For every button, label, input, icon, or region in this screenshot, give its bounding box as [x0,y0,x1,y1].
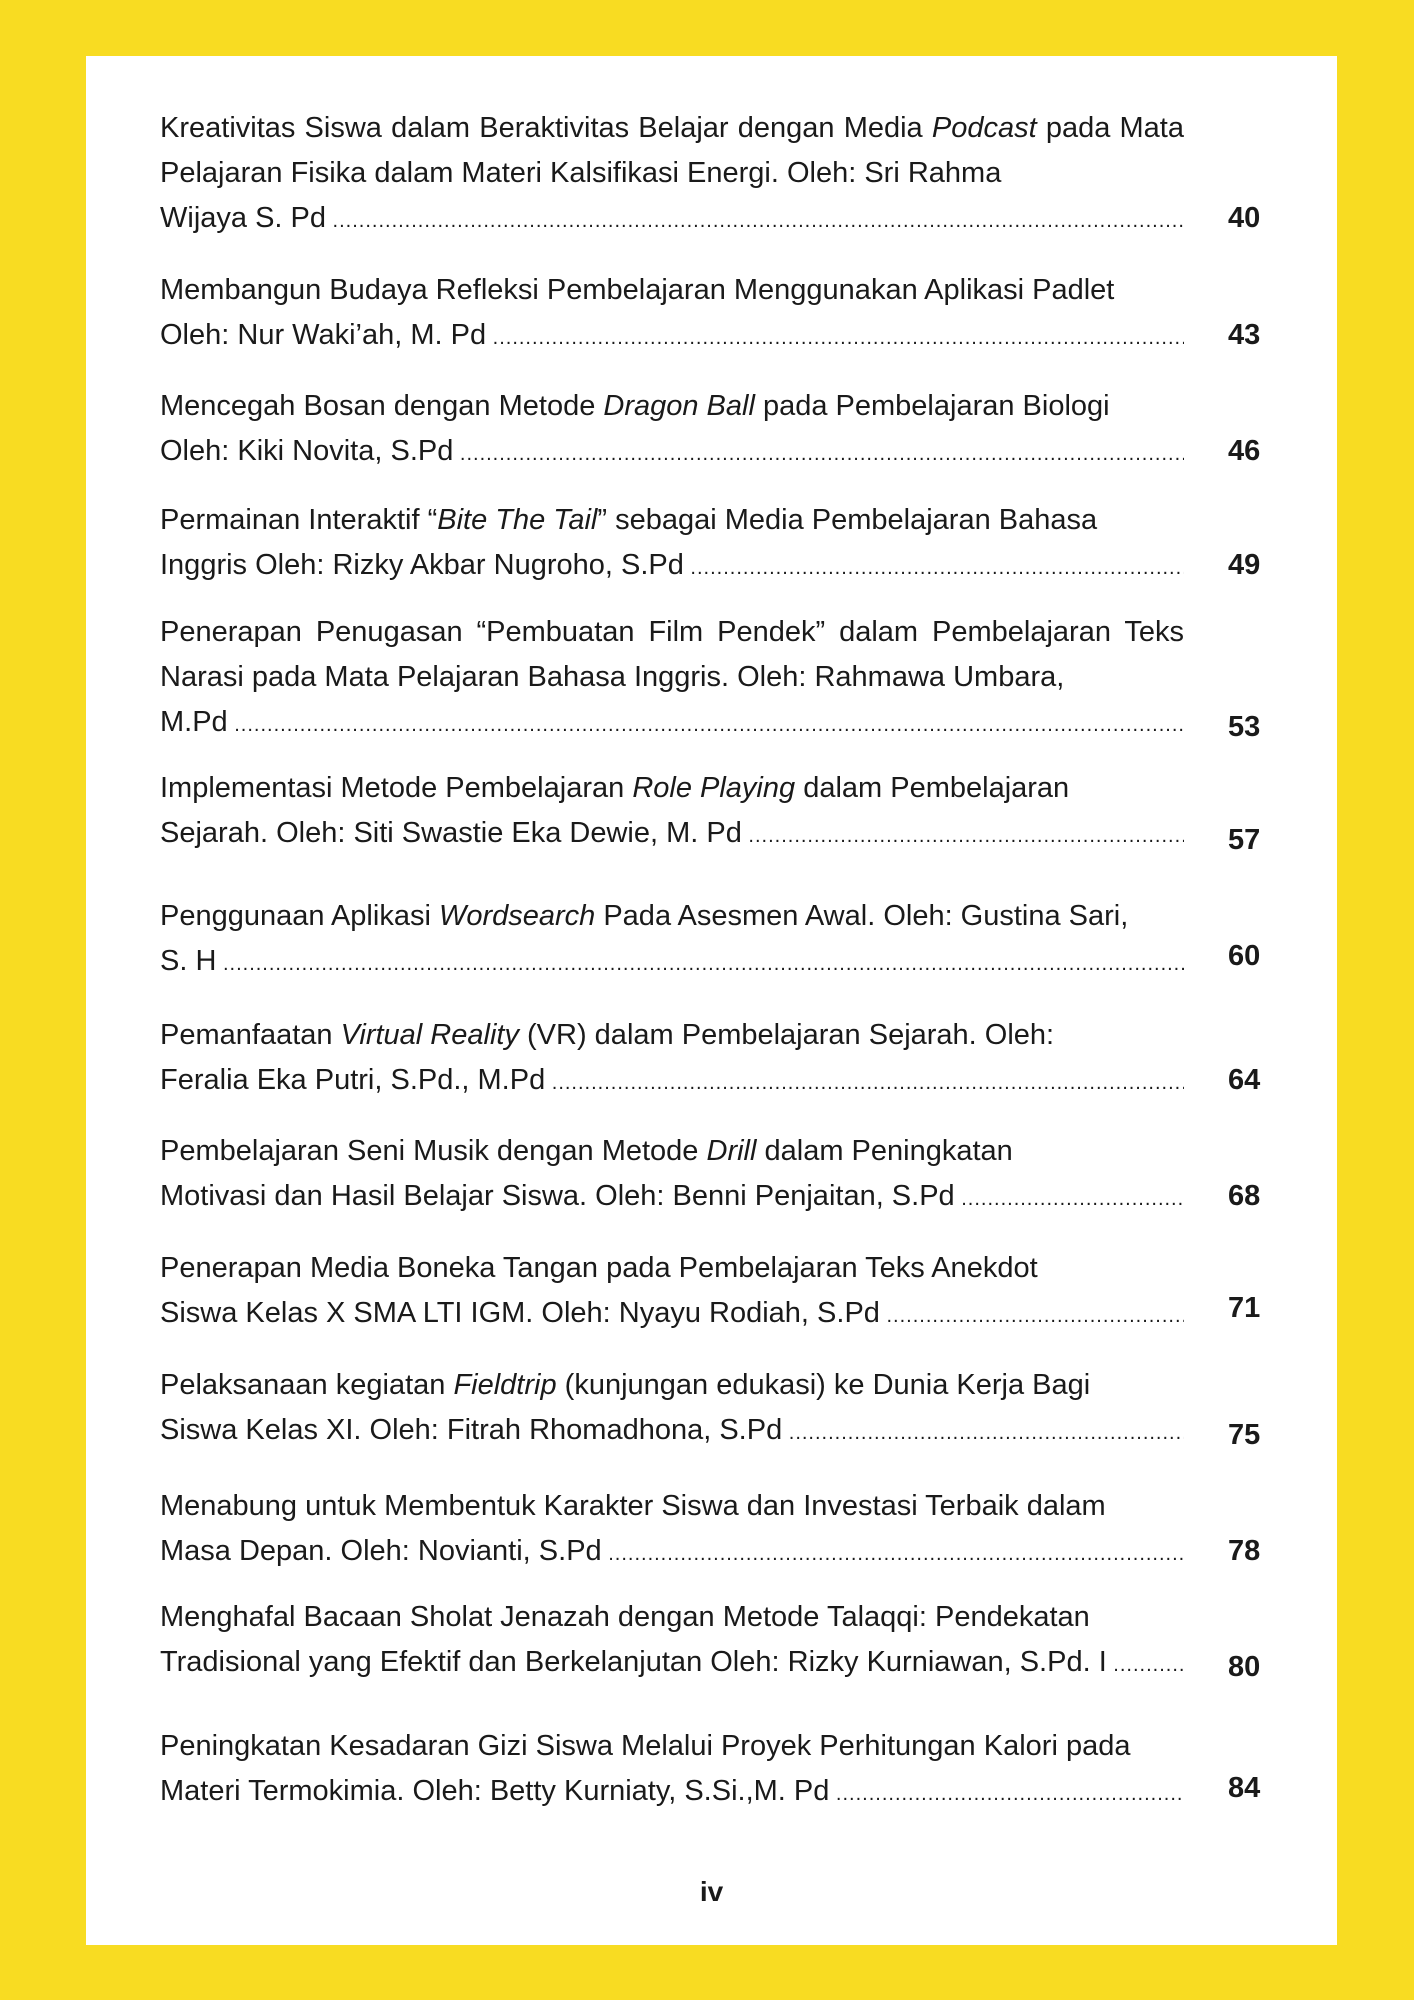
toc-entry[interactable] [160,268,1298,361]
page-number: 68 [1228,1180,1261,1212]
page-number: 71 [1228,1292,1261,1324]
entry-last-line-with-leader: Motivasi dan Hasil Belajar Siswa. Oleh: Benni Penjaitan, S.Pd ..... [160,1174,1184,1222]
entry-last-line-with-leader: Inggris Oleh: Rizky Akbar Nugroho, S.Pd ..... [160,543,1184,591]
entry-title: Pelaksanaan kegiatan Fieldtrip (kunjungan edukasi) ke Dunia Kerja Bagi Siswa Kelas XI. Oleh: Fitrah Rhomadhona, S.Pd ..... [160,1363,1184,1456]
entry-title: Penerapan Penugasan “Pembuatan Film Pendek” dalam Pembelajaran Teks Narasi pada Mata Pelajaran Bahasa Inggris. Oleh: Rahmawa Umbara, M.Pd ..... [160,610,1184,748]
page-number: 43 [1228,319,1261,351]
entry-last-line-with-leader: Siswa Kelas XI. Oleh: Fitrah Rhomadhona, S.Pd ..... [160,1408,1184,1456]
entry-title: Kreativitas Siswa dalam Beraktivitas Belajar dengan Media Podcast pada Mata Pelajaran Fisika dalam Materi Kalsifikasi Energi. Oleh: Sri Rahma Wijaya S. Pd ..... [160,106,1184,244]
toc-entry[interactable] [160,1484,1298,1577]
entry-last-line-with-leader: M.Pd ..... [160,700,1184,748]
entry-last-line-with-leader: S. H ..... [160,939,1184,987]
page-number: 78 [1228,1535,1261,1567]
toc-entry[interactable] [160,1595,1298,1688]
entry-last-line-with-leader: Wijaya S. Pd ..... [160,196,1184,244]
page-sheet [86,56,1337,1945]
entry-title: Mencegah Bosan dengan Metode Dragon Ball pada Pembelajaran Biologi Oleh: Kiki Novita, S.Pd ..... [160,384,1184,477]
entry-last-line-with-leader: Tradisional yang Efektif dan Berkelanjutan Oleh: Rizky Kurniawan, S.Pd. I ..... [160,1640,1184,1688]
page-number: 84 [1228,1772,1261,1804]
entry-title: Penerapan Media Boneka Tangan pada Pembelajaran Teks Anekdot Siswa Kelas X SMA LTI IGM. Oleh: Nyayu Rodiah, S.Pd ..... [160,1246,1184,1339]
entry-last-line-with-leader: Oleh: Kiki Novita, S.Pd ..... [160,429,1184,477]
toc-entry[interactable] [160,1129,1298,1222]
entry-last-line-with-leader: Masa Depan. Oleh: Novianti, S.Pd ..... [160,1529,1184,1577]
entry-last-line-with-leader: Siswa Kelas X SMA LTI IGM. Oleh: Nyayu Rodiah, S.Pd ..... [160,1291,1184,1339]
entry-title: Peningkatan Kesadaran Gizi Siswa Melalui Proyek Perhitungan Kalori pada Materi Termokimia. Oleh: Betty Kurniaty, S.Si.,M. Pd ..... [160,1724,1184,1817]
page-folio: iv [699,1876,724,1907]
page-number: 57 [1228,824,1261,856]
toc-entry[interactable] [160,766,1298,859]
page-number: 40 [1228,202,1261,234]
toc-entry[interactable] [160,1724,1298,1817]
page-number: 80 [1228,1651,1261,1683]
entry-title: Pemanfaatan Virtual Reality (VR) dalam Pembelajaran Sejarah. Oleh: Feralia Eka Putri, S.Pd., M.Pd ..... [160,1013,1184,1106]
page-number: 49 [1228,549,1261,581]
entry-last-line-with-leader: Materi Termokimia. Oleh: Betty Kurniaty, S.Si.,M. Pd ..... [160,1769,1184,1817]
page-number: 64 [1228,1064,1261,1096]
entry-title: Membangun Budaya Refleksi Pembelajaran Menggunakan Aplikasi Padlet Oleh: Nur Waki’ah, M. Pd ..... [160,268,1184,361]
toc-entry[interactable] [160,1246,1298,1339]
entry-last-line-with-leader: Oleh: Nur Waki’ah, M. Pd ..... [160,313,1184,361]
page-number: 53 [1228,711,1261,743]
page-number: 75 [1228,1419,1261,1451]
page-number: 46 [1228,435,1261,467]
entry-title: Penggunaan Aplikasi Wordsearch Pada Asesmen Awal. Oleh: Gustina Sari, S. H ..... [160,894,1184,987]
entry-title: Menabung untuk Membentuk Karakter Siswa dan Investasi Terbaik dalam Masa Depan. Oleh: Novianti, S.Pd ..... [160,1484,1184,1577]
toc-entry[interactable] [160,894,1298,987]
entry-last-line-with-leader: Feralia Eka Putri, S.Pd., M.Pd ..... [160,1058,1184,1106]
entry-title: Pembelajaran Seni Musik dengan Metode Drill dalam Peningkatan Motivasi dan Hasil Belajar Siswa. Oleh: Benni Penjaitan, S.Pd ..... [160,1129,1184,1222]
toc-entry[interactable] [160,1013,1298,1106]
entry-last-line-with-leader: Sejarah. Oleh: Siti Swastie Eka Dewie, M. Pd ..... [160,811,1184,859]
entry-title: Menghafal Bacaan Sholat Jenazah dengan Metode Talaqqi: Pendekatan Tradisional yang Efektif dan Berkelanjutan Oleh: Rizky Kurniawan, S.Pd. I ..... [160,1595,1184,1688]
entry-title: Permainan Interaktif “Bite The Tail” sebagai Media Pembelajaran Bahasa Inggris Oleh: Rizky Akbar Nugroho, S.Pd ..... [160,498,1184,591]
toc-entry[interactable] [160,1363,1298,1456]
page-number: 60 [1228,940,1261,972]
toc-entry[interactable] [160,498,1298,591]
toc-entry[interactable] [160,106,1298,244]
toc-entry[interactable] [160,610,1298,748]
toc-entry[interactable] [160,384,1298,477]
entry-title: Implementasi Metode Pembelajaran Role Playing dalam Pembelajaran Sejarah. Oleh: Siti Swastie Eka Dewie, M. Pd ..... [160,766,1184,859]
